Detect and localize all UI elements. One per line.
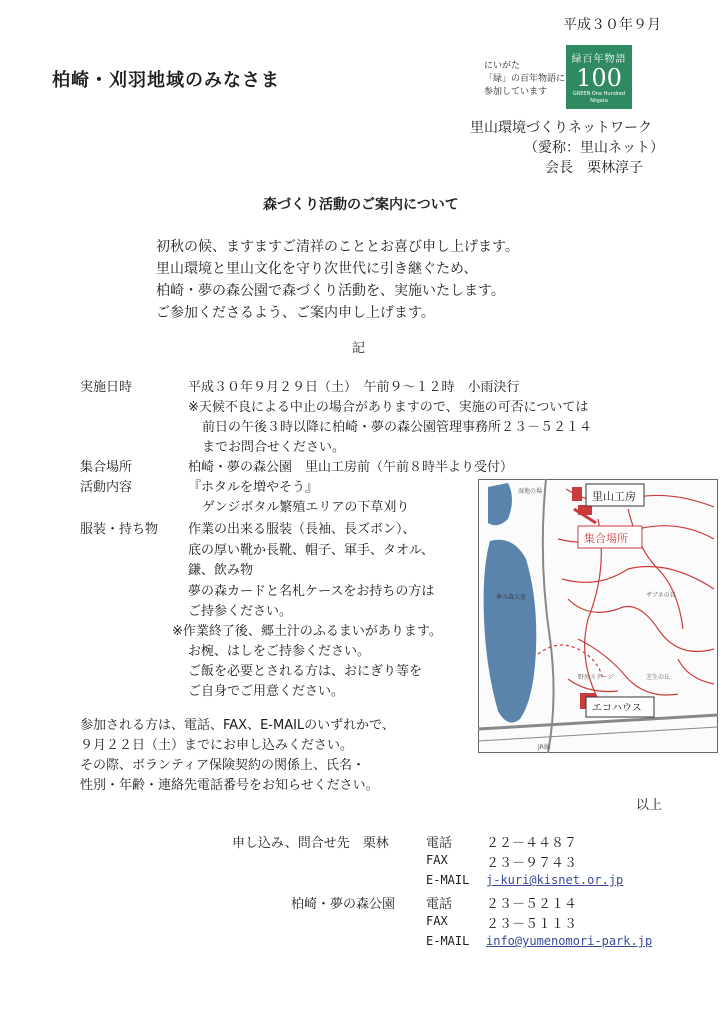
activity-line: 『ホタルを増やそう』 <box>188 480 319 495</box>
activity-label: 活動内容 <box>80 480 133 495</box>
items-line: 作業の出来る服装（長袖、長ズボン）、 <box>188 522 416 537</box>
map-small-label: 芝生の丘 <box>646 674 671 681</box>
intro-line: 初秋の候、ますますご清祥のこととお喜び申し上げます。 <box>156 239 519 255</box>
place-value: 柏崎・夢の森公園 里山工房前（午前８時半より受付） <box>188 460 514 475</box>
logo-english-sub: Niigata <box>590 98 608 104</box>
place-label: 集合場所 <box>80 460 133 475</box>
park-email-link[interactable]: info@yumenomori-park.jp <box>486 934 653 948</box>
apply-line: 参加される方は、電話、FAX、E-MAILのいずれかで、 <box>80 718 395 733</box>
closing-ijo: 以上 <box>636 798 663 813</box>
email-label: E-MAIL <box>426 873 470 887</box>
apply-line: その際、ボランティア保険契約の関係上、氏名・ <box>80 758 365 773</box>
intro-line: 里山環境と里山文化を守り次世代に引き継ぐため、 <box>156 261 478 277</box>
weather-note: までお問合せください。 <box>202 440 346 455</box>
date-label: 実施日時 <box>80 380 133 395</box>
map-small-label: ザブネの谷 <box>646 592 676 599</box>
logo-number: 100 <box>576 64 622 92</box>
map-building <box>572 487 582 501</box>
items-label: 服装・持ち物 <box>80 522 159 537</box>
weather-note: 前日の午後３時以降に柏崎・夢の森公園管理事務所２３－５２１４ <box>202 420 593 435</box>
apply-contact-label: 申し込み、問合せ先 栗林 <box>232 836 389 851</box>
intro-line: 柏崎・夢の森公園で森づくり活動を、実施いたします。 <box>156 283 505 299</box>
items-line: ご持参ください。 <box>188 604 293 619</box>
apply-line: 性別・年齢・連絡先電話番号をお知らせください。 <box>80 778 379 793</box>
email-label: E-MAIL <box>426 934 470 948</box>
organization-name: 里山環境づくりネットワーク <box>470 120 652 136</box>
items-line: 底の厚い靴か長靴、帽子、軍手、タオル、 <box>188 543 434 558</box>
kuribayashi-tel: ２２－４４８７ <box>486 836 578 851</box>
date-value: 平成３０年９月２９日（土） 午前９～１２時 小雨決行 <box>188 380 520 395</box>
tel-label: 電話 <box>426 836 453 851</box>
campaign-text <box>484 60 565 99</box>
map-label-eco: エコハウス <box>592 703 642 714</box>
campaign-line: 「緑」の百年物語に <box>484 74 566 84</box>
green-100-logo <box>566 45 632 109</box>
kuribayashi-email-link[interactable]: j-kuri@kisnet.or.jp <box>486 873 624 887</box>
organization-chair: 会長 栗林淳子 <box>545 160 643 176</box>
campaign-line: 参加しています <box>484 87 548 97</box>
ki-heading: 記 <box>352 341 366 356</box>
tel-label: 電話 <box>426 897 453 912</box>
fax-label: FAX <box>426 914 448 928</box>
campaign-line: にいがた <box>484 61 521 71</box>
weather-note: ※天候不良による中止の場合がありますので、実施の可否については <box>188 400 589 415</box>
organization-nickname: （愛称：里山ネット） <box>524 140 664 156</box>
items-note: ※作業終了後、郷土汁のふるまいがあります。 <box>172 624 442 639</box>
logo-english: GREEN One Hundred <box>572 91 626 97</box>
map-label-satoyama: 里山工房 <box>592 490 636 503</box>
activity-line: ゲンジボタル繁殖エリアの下草刈り <box>202 500 410 515</box>
items-line: 鎌、飲み物 <box>188 563 254 578</box>
park-tel: ２３－５２１４ <box>486 897 578 912</box>
map-small-label: 野外ステージ <box>578 674 614 681</box>
items-note: ご自身でご用意ください。 <box>188 684 345 699</box>
intro-line: ご参加くださるよう、ご案内申し上げます。 <box>156 305 435 321</box>
document-title: 森づくり活動のご案内について <box>263 197 459 213</box>
items-note: お椀、はしをご持参ください。 <box>188 644 371 659</box>
park-fax: ２３－５１１３ <box>486 917 578 932</box>
map-small-label: 湿地の場 <box>518 488 543 495</box>
apply-line: ９月２２日（土）までにお申し込みください。 <box>80 738 354 753</box>
map-small-label: 夢の森大池 <box>496 594 527 601</box>
park-map <box>478 479 718 753</box>
items-note: ご飯を必要とされる方は、おにぎり等を <box>188 664 423 679</box>
document-date: 平成３０年９月 <box>563 17 661 33</box>
map-small-label: JR線 <box>538 744 550 751</box>
kuribayashi-fax: ２３－９７４３ <box>486 856 578 871</box>
addressee: 柏崎・刈羽地域のみなさま <box>52 70 280 91</box>
fax-label: FAX <box>426 853 448 867</box>
map-label-meeting: 集合場所 <box>584 532 628 545</box>
items-line: 夢の森カードと名札ケースをお持ちの方は <box>188 584 435 599</box>
park-contact-label: 柏崎・夢の森公園 <box>291 897 396 912</box>
logo-title: 緑百年物語 <box>571 54 627 65</box>
